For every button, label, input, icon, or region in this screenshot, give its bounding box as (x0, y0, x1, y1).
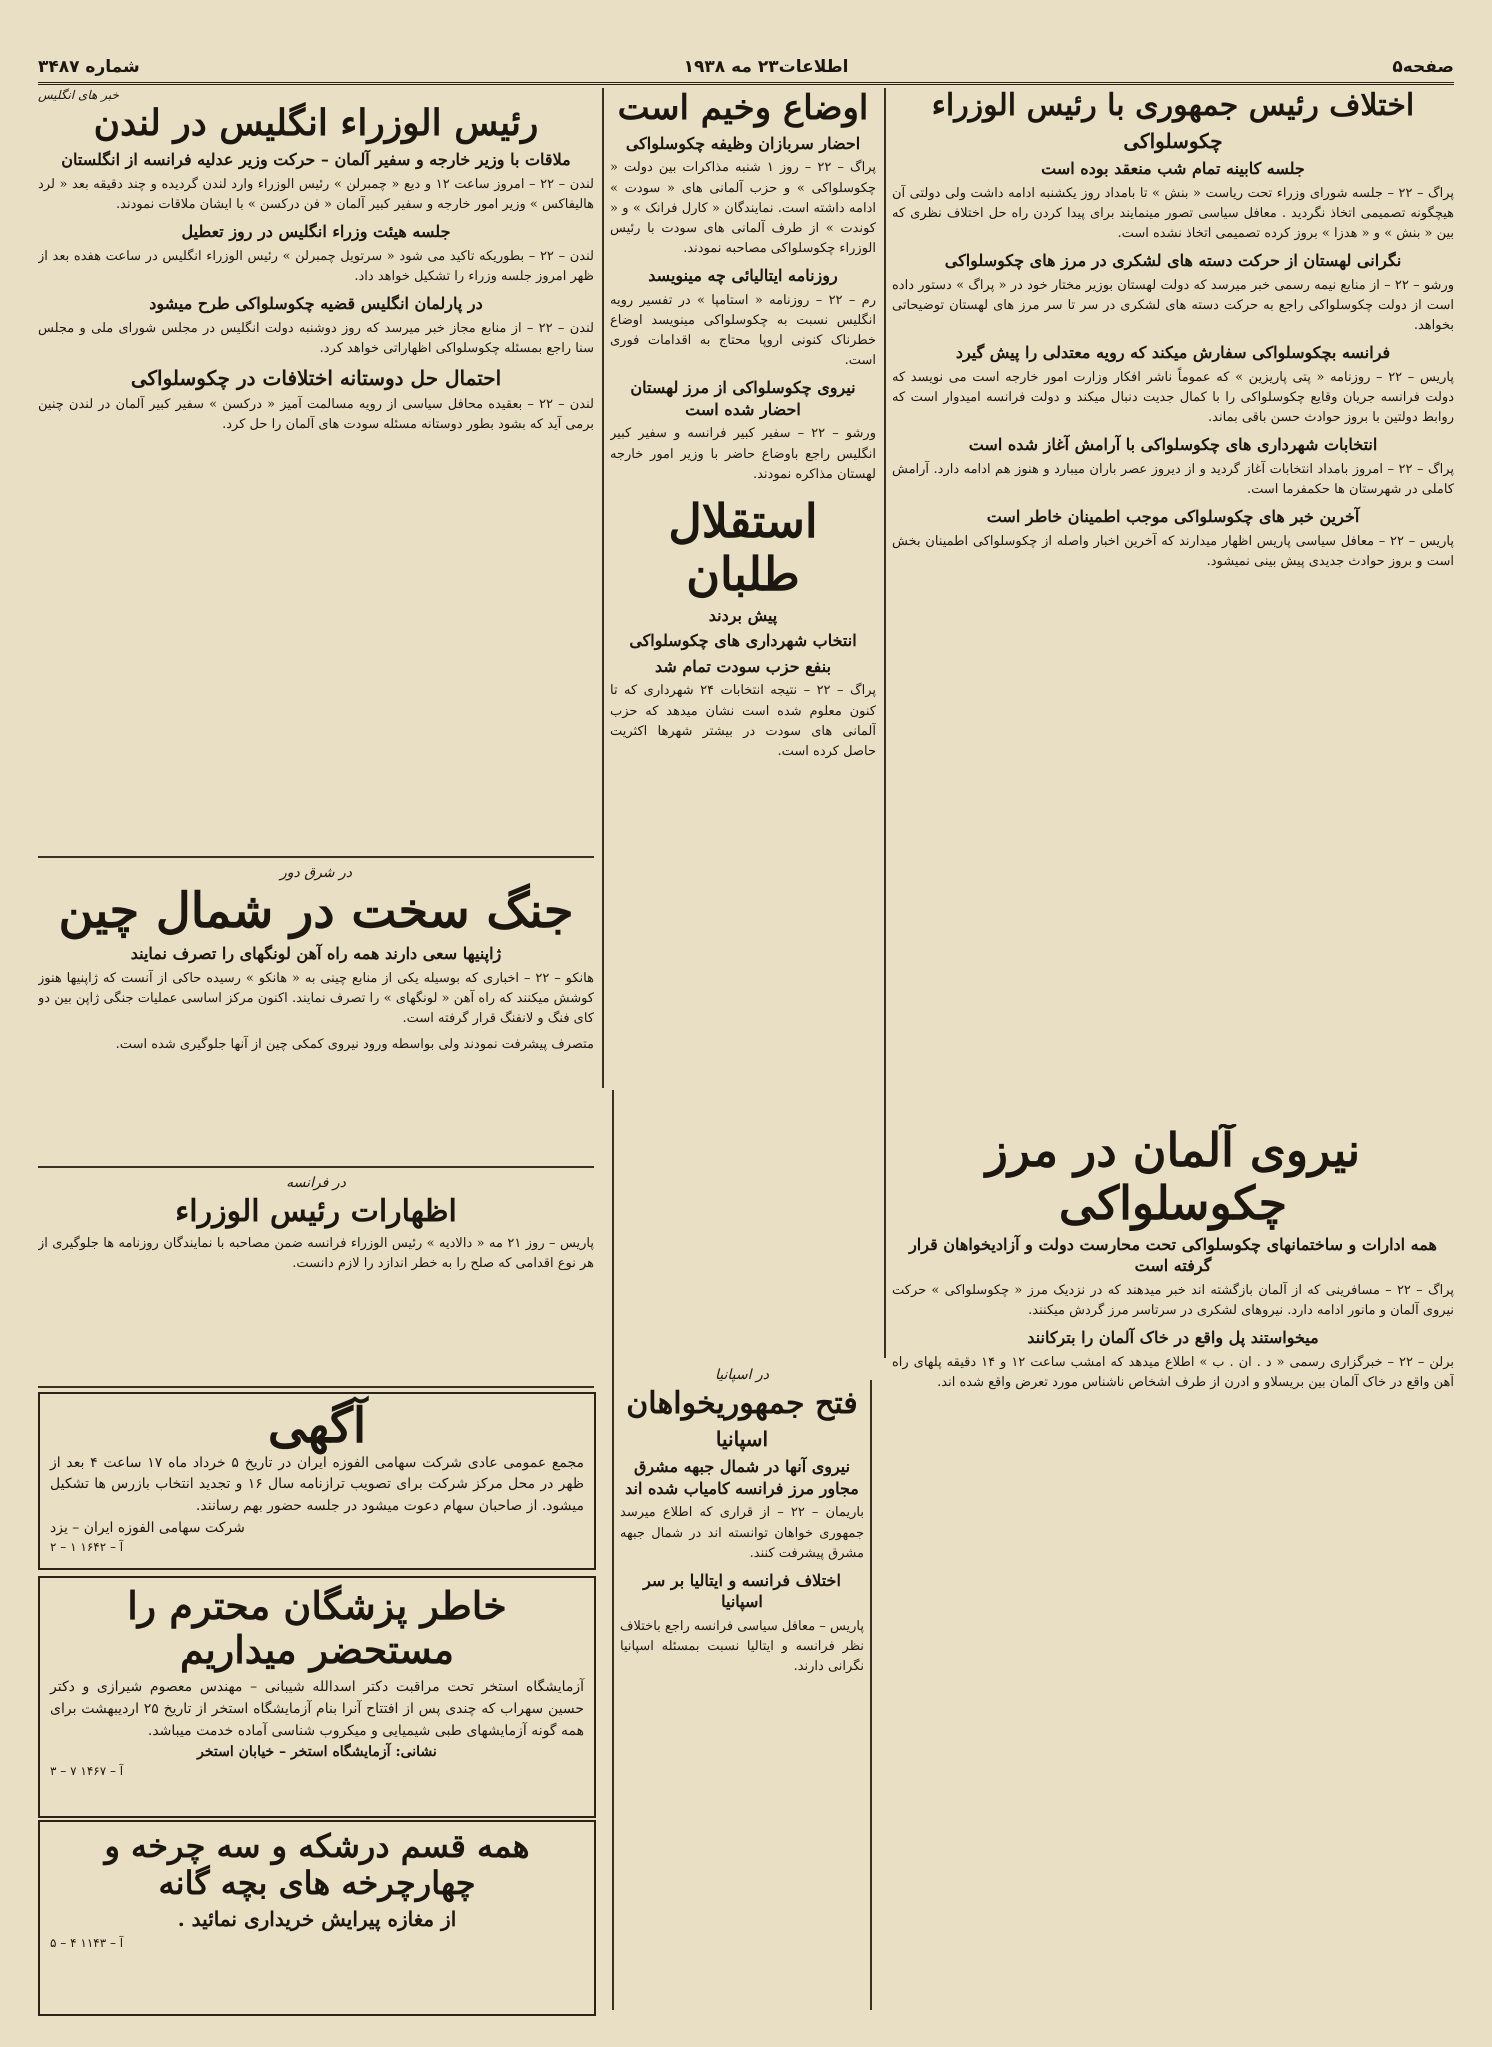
germany-article (892, 1124, 1454, 2014)
article-body: پاریس – معافل سیاسی فرانسه راجع باختلاف نظر فرانسه و ایتالیا نسبت بمسئله اسپانیا نگرانی دارند. (620, 1618, 864, 1675)
headline-separatists-3: انتخاب شهرداری های چکوسلواکی (629, 631, 857, 651)
headline-troops-recalled: نیروی چکوسلواکی از مرز لهستان احضار شده است (630, 378, 856, 419)
czech-column (892, 88, 1454, 1118)
ad-text: آزمایشگاه استخر تحت مراقبت دکتر اسدالله شیبانی – مهندس معصوم شیرازی و دکتر حسین سهراب که چندی پس از افتتاح آنرا بنام آزمایشگاه استخر از تاریخ ۲۵ اردیبهشت برای همه گونه آزمایشهای طبی شیمیایی و میکروب شناسی آماده خدمت میباشد. (50, 1679, 584, 1739)
section-rule (38, 1166, 594, 1168)
article-body: هانکو – ۲۲ – اخباری که بوسیله یکی از منابع چینی به « هانکو » رسیده حاکی از آنست که ژاپنیها هنوز کوشش میکنند که راه آهن « لونگهای » را تصرف نمایند. اکنون مرکز اساسی عملیات جنگی ژاپن بین دو کای فنگ و لانفنگ قرار گرفته است. (38, 970, 594, 1027)
far-east-article (38, 862, 594, 1162)
headline-separatists-4: بنفع حزب سودت تمام شد (654, 656, 832, 676)
page-number: صفحه۵ (1392, 57, 1454, 77)
spain-article (620, 1364, 864, 2014)
headline-pm-statements: اظهارات رئیس الوزراء (175, 1194, 457, 1230)
ad-text: مجمع عمومی عادی شرکت سهامی الفوزه ایران در تاریخ ۵ خرداد ماه ۱۷ ساعت ۴ بعد از ظهر در محل مرکز شرکت برای تصویب ترازنامه سال ۱۶ و تجدید انتخاب بازرس ها تشکیل میشود. از صاحبان سهام دعوت میشود در جلسه حضور بهم رسانند. (50, 1454, 585, 1515)
article-body: ورشو – ۲۲ – از منابع نیمه رسمی خبر میرسد که دولت لهستان بوزیر مختار خود در « پراگ » دستور داده است از دولت چکوسلواکی راجع به حرکت دسته های لشکری در سر تا سر مرز های لهستان توضیحاتی بخواهد. (892, 277, 1454, 333)
headline-separatists: استقلال طلبان (668, 493, 818, 601)
article-body: پاریس – روز ۲۱ مه « دالادیه » رئیس الوزراء فرانسه ضمن مصاحبه با نمایندگان روزنامه ها جلوگیری از هر نوع اقدامی که صلح را به خطر اندازد را لازم دانست. (38, 1236, 594, 1272)
article-body: برلن – ۲۲ – خبرگزاری رسمی « د . ان . ب » اطلاع میدهد که امشب ساعت ۱۲ و ۱۴ دقیقه پلهای راه آهن واقع در خاک آلمان بین بریسلاو و ادرن از طرف اشخاص ناشناس مورد تعرض واقع شده اند. (892, 1354, 1454, 1390)
section-tag: در فرانسه (286, 1175, 346, 1191)
article-body: پراگ – ۲۲ – نتیجه انتخابات ۲۴ شهرداری که تا کنون معلوم شده است نشان میدهد که حزب آلمانی های سودت در بیشتر شهرها اکثریت حاصل کرده است. (610, 683, 876, 759)
article-body: لندن – ۲۲ – از منابع مجاز خبر میرسد که روز دوشنبه دولت انگلیس در مجلس شورای ملی و مجلس سنا راجع بمسئله چکوسلواکی اظهاراتی خواهد کرد. (38, 320, 594, 356)
paper-date: اطلاعات۲۳ مه ۱۹۳۸ (683, 57, 849, 77)
ad-title: آگهی (267, 1398, 367, 1454)
france-pm-article (38, 1172, 594, 1382)
subheadline-reservists: احضار سربازان وظیفه چکوسلواکی (625, 133, 861, 153)
ad-laboratory (38, 1576, 596, 1818)
column-rule (602, 88, 604, 1088)
column-rule (870, 1380, 872, 2010)
issue-number: شماره ۳۴۸۷ (38, 57, 140, 77)
subheadline-meetings: ملاقات با وزیر خارجه و سفیر آلمان – حرکت وزیر عدلیه فرانسه از انگلستان (61, 150, 571, 170)
ad-title: خاطر پزشگان محترم را مستحضر میداریم (127, 1583, 507, 1672)
headline-north-china: جنگ سخت در شمال چین (58, 883, 574, 940)
ad-code: آ – ۱۴۶۷ ۷ – ۳ (50, 1764, 124, 1779)
ad-code: آ – ۱۱۴۳ ۴ – ۵ (50, 1935, 124, 1950)
ad-shareholders (38, 1392, 596, 1570)
article-body: لندن – ۲۲ – بعقیده محافل سیاسی از رویه مسالمت آمیز « درکسن » سفیر کبیر آلمان در لندن چنین برمی آید که بشود بطور دوستانه مسئله سودت های آلمان را حل کرد. (38, 396, 594, 432)
headline-bridge: میخواستند پل واقع در خاک آلمان را بترکانند (1027, 1328, 1319, 1348)
article-body: پراگ – ۲۲ – روز ۱ شنبه مذاکرات بین دولت « چکوسلواکی » و حزب آلمانی های « سودت » ادامه داشته است. نمایندگان « کارل فرانک » و « کوندت » از طرف آلمانی های سودت با رئیس الوزراء چکوسلواکی مصاحبه نمودند. (610, 160, 876, 256)
headline-separatists-2: پیش بردند (708, 605, 778, 625)
middle-column (610, 88, 876, 1358)
headline-franco-italy: اختلاف فرانسه و ایتالیا بر سر اسپانیا (643, 1570, 841, 1612)
headline-france-advice: فرانسه بچکوسلواکی سفارش میکند که رویه معتدلی را پیش گیرد (955, 343, 1391, 363)
article-body: لندن – ۲۲ – بطوریکه تاکید می شود « سرتویل چمبرلن » رئیس الوزراء انگلیس در ساعت هفده بعد از ظهر امروز جلسه وزراء را تشکیل خواهد داد. (38, 248, 594, 284)
article-body: رم – ۲۲ – روزنامه « استامپا » در تفسیر رویه انگلیس نسبت به چکوسلواکی مینویسد اوضاع خطرناک کنونی اروپا محتاج به اقدامات فوری است. (610, 292, 876, 369)
ad-carriages (38, 1820, 596, 2016)
article-body: لندن – ۲۲ – امروز ساعت ۱۲ و دیع « چمبرلن » رئیس الوزراء وارد لندن گردیده و چند دقیقه بعد « لرد هالیفاکس » وزیر امور خارجه و سفیر کبیر آلمان « فن درکسن » با ایشان ملاقات نمودند. (38, 176, 594, 212)
article-body: پاریس – ۲۲ – معافل سیاسی پاریس اظهار میدارند که آخرین اخبار واصله از چکوسلواکی اطمینان بخش است و بروز حوادث جدیدی پیش بینی نمیشود. (892, 533, 1454, 569)
section-rule (38, 1386, 594, 1388)
headline-italian-paper: روزنامه ایتالیائی چه مینویسد (648, 266, 838, 286)
england-column (38, 88, 594, 848)
headline-parliament: در پارلمان انگلیس قضیه چکوسلواکی طرح میشود (149, 293, 483, 313)
section-tag: در شرق دور (280, 865, 352, 881)
article-body: باریمان – ۲۲ – از قراری که اطلاع میرسد جمهوری خواهان توانسته اند در شمال جبهه مشرق پیشرفت کنند. (620, 1505, 864, 1561)
article-body: پراگ – ۲۲ – جلسه شورای وزراء تحت ریاست « بنش » تا بامداد روز یکشنبه ادامه داشت ولی دولتی آن هیچگونه تصمیمی اتخاذ نگردید . معافل سیاسی تصور مینمایند برای پیدا کردن راه حل اختلاف نظری که بین « بنش » و « هدزا » بروز کرده تصمیمی اتخاذ نشده است. (892, 185, 1454, 241)
ad-subtitle: از مغازه پیرایش خریداری نمائید . (177, 1906, 457, 1931)
section-tag: در اسپانیا (715, 1367, 769, 1383)
ad-address: نشانی: آزمایشگاه استخر – خیابان استخر (197, 1744, 437, 1761)
headline-pm-london: رئیس الوزراء انگلیس در لندن (93, 102, 539, 144)
section-tag: خبر های انگلیس (38, 88, 119, 102)
ad-signature: شرکت سهامی الفوزه ایران – یزد (50, 1519, 245, 1536)
subheadline-railway: ژاپنیها سعی دارند همه راه آهن لونگهای را تصرف نمایند (130, 944, 502, 964)
article-body: پراگ – ۲۲ – امروز بامداد انتخابات آغاز گردید و از دیروز عصر باران میبارد و هنوز هم ادامه دارد. آرامش کاملی در شهرستان ها حکمفرما است. (892, 461, 1454, 497)
headline-poland-concern: نگرانی لهستان از حرکت دسته های لشکری در مرز های چکوسلواکی (944, 251, 1402, 271)
article-body: پراگ – ۲۲ – مسافرینی که از آلمان بازگشته اند خبر میدهند که در نزدیک مرز « چکوسلواکی » حرکت نیروی آلمان و مانور ادامه دارد. نیروهای لشکری در سرتاسر مرز گردش میکنند. (892, 1282, 1454, 1319)
headline-republicans: فتح جمهوریخواهان (626, 1386, 858, 1422)
ad-code: آ – ۱۶۴۲ ۱ – ۲ (50, 1539, 124, 1554)
article-body: ورشو – ۲۲ – سفیر کبیر فرانسه و سفیر کبیر انگلیس راجع باوضاع حاضر با وزیر امور خارجه لهستان مذاکره نمودند. (610, 426, 876, 482)
headline-municipal-elections: انتخابات شهرداری های چکوسلواکی با آرامش آغاز شده است (968, 435, 1378, 455)
headline-president-dispute: اختلاف رئیس جمهوری با رئیس الوزراء (931, 88, 1415, 123)
headline-grave-situation: اوضاع وخیم است (617, 88, 869, 128)
headline-german-force: نیروی آلمان در مرز چکوسلواکی (985, 1124, 1361, 1230)
section-rule (38, 856, 594, 858)
headline-spain: اسپانیا (715, 1427, 769, 1452)
ad-title: همه قسم درشکه و سه چرخه و چهارچرخه های بچه گانه (104, 1827, 530, 1902)
subheadline-buildings: همه ادارات و ساختمانهای چکوسلواکی تحت محارست دولت و آزادیخواهان قرار گرفته است (909, 1234, 1437, 1276)
subheadline-cabinet: جلسه کابینه تمام شب منعقد بوده است (1041, 159, 1305, 178)
subheadline-front: نیروی آنها در شمال جبهه مشرق مجاور مرز فرانسه کامیاب شده اند (625, 1457, 859, 1498)
article-body: متصرف پیشرفت نمودند ولی بواسطه ورود نیروی کمکی چین از آنها جلوگیری شده است. (115, 1037, 594, 1053)
headline-cabinet-holiday: جلسه هیئت وزراء انگلیس در روز تعطیل (181, 222, 451, 242)
headline-country: چکوسلواکی (1123, 129, 1223, 153)
headline-friendly-solution: احتمال حل دوستانه اختلافات در چکوسلواکی (130, 365, 502, 390)
article-body: پاریس – ۲۲ – روزنامه « پتی پاریزین » که عموماً ناشر افکار وزارت امور خارجه است می نویسد که دولت فرانسه جریان وقایع چکوسلواکی را با کمال جدیت دنبال میکند و دولت فرانسه امیدوار است که روابط دولتین با بروز حوادث حسن باقی بماند. (892, 369, 1454, 425)
column-rule (884, 88, 886, 1358)
masthead (38, 52, 1454, 85)
headline-latest-news: آخرین خبر های چکوسلواکی موجب اطمینان خاطر است (986, 506, 1360, 526)
